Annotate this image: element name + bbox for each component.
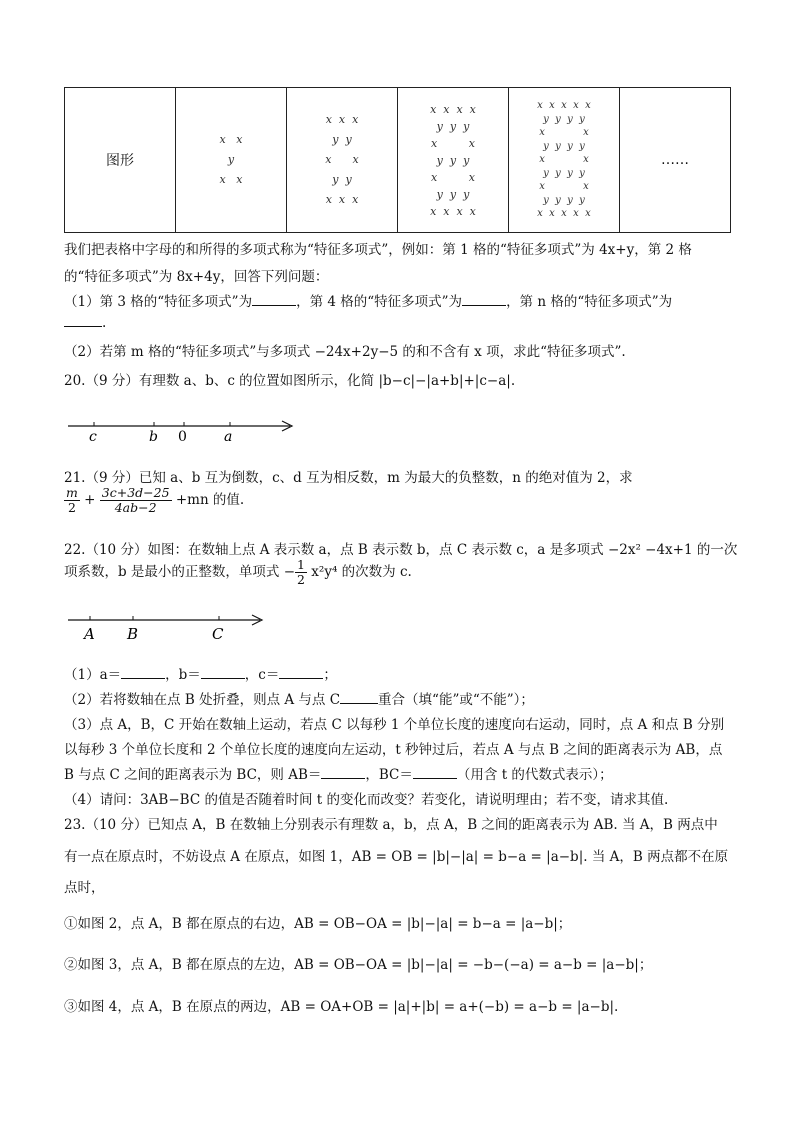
pattern-2 — [287, 110, 397, 210]
answer-blank[interactable] — [201, 666, 245, 679]
q19-part1 — [64, 290, 672, 310]
pattern-row: x x x x — [430, 204, 476, 218]
pattern-row: x x x — [325, 193, 359, 206]
pattern-row: y — [220, 153, 242, 166]
q19-p1b: ，第 4 格的“特征多项式”为 — [296, 294, 463, 310]
q20-number-line — [64, 410, 304, 446]
answer-blank[interactable] — [252, 293, 296, 306]
pattern-row: y y y y — [536, 113, 592, 125]
pattern-row: x x — [325, 153, 359, 166]
fraction-half — [295, 558, 307, 587]
numerator: 1 — [297, 557, 305, 572]
q19-intro-line1: 我们把表格中字母的和所得的多项式称为“特征多项式”，例如：第 1 格的“特征多项式”为 4x+y，第 2 格 — [64, 242, 692, 258]
pattern-row: x x — [219, 133, 243, 146]
pattern-row: y y y — [429, 153, 477, 167]
q22-line2-tail: x²y⁴ 的次数为 c. — [311, 563, 412, 580]
pattern-row: x x — [539, 154, 589, 166]
q23-line3: 点时， — [64, 880, 105, 896]
label-A: A — [84, 625, 95, 643]
pattern-row: x x — [431, 136, 475, 150]
pattern-row: y y — [325, 173, 359, 186]
table-label: 图形 — [106, 153, 134, 169]
q19-part1-cont — [64, 314, 106, 331]
q22-line1: 22.（10 分）如图：在数轴上点 A 表示数 a，点 B 表示数 b，点 C 表示数 c，a 是多项式 −2x² −4x+1 的一次 — [64, 542, 738, 558]
pattern-row: x x — [539, 127, 589, 139]
table-label-cell — [65, 88, 176, 233]
pattern-1 — [176, 130, 286, 190]
q23-case1: ①如图 2，点 A，B 都在原点的右边，AB = OB−OA = |b|−|a| = b−a = |a−b|； — [64, 916, 572, 932]
pattern-4 — [509, 99, 619, 221]
minus-sign: − — [283, 563, 296, 580]
answer-blank[interactable] — [340, 691, 378, 704]
pattern-row: y y y y — [536, 167, 592, 179]
q23-line1: 23.（10 分）已知点 A，B 在数轴上分别表示有理数 a，b，点 A，B 之间的距离表示为 AB. 当 A，B 两点中 — [64, 817, 718, 833]
q22-number-line — [64, 606, 274, 646]
answer-blank[interactable] — [462, 293, 506, 306]
denominator: 2 — [67, 499, 76, 515]
q21-line1: 21.（9 分）已知 a、b 互为倒数，c、d 互为相反数，m 为最大的负整数，n 的绝对值为 2，求 — [64, 470, 633, 486]
pattern-row: y y y y — [536, 140, 592, 152]
answer-blank[interactable] — [413, 766, 457, 779]
denominator: 2 — [297, 571, 305, 587]
q22-p1a: （1）a＝ — [64, 667, 122, 683]
q22-p2a: （2）若将数轴在点 B 处折叠，则点 A 与点 C — [64, 692, 341, 708]
answer-blank[interactable] — [321, 766, 365, 779]
q22-line2 — [64, 558, 412, 587]
pattern-row: x x x x x — [537, 208, 591, 220]
pattern-3 — [398, 101, 508, 220]
pattern-row: x x — [539, 181, 589, 193]
q19-part2: （2）若第 m 格的“特征多项式”与多项式 −24x+2y−5 的和不含有 x 项，求此“特征多项式”. — [64, 344, 626, 360]
q23-line2: 有一点在原点时，不妨设点 A 在原点，如图 1，AB = OB = |b|−|a| = b−a = |a−b|. 当 A，B 两点都不在原 — [64, 849, 729, 865]
label-a: a — [224, 429, 233, 445]
label-b: b — [149, 429, 158, 445]
q22-part3-line2: 以每秒 3 个单位长度和 2 个单位长度的速度向左运动，t 秒钟过后，若点 A 与点 B 之间的距离表示为 AB，点 — [64, 742, 723, 758]
answer-blank[interactable] — [64, 314, 102, 327]
q19-p1c: ，第 n 格的“特征多项式”为 — [506, 294, 673, 310]
q22-p1d: ； — [323, 667, 337, 683]
pattern-row: y y y y — [536, 194, 592, 206]
q22-part2 — [64, 688, 534, 708]
label-B: B — [127, 625, 139, 643]
q22-p3l3a: B 与点 C 之间的距离表示为 BC，则 AB＝ — [64, 767, 322, 783]
q22-p3l3b: ，BC＝ — [365, 767, 413, 783]
q21-tail: +mn 的值. — [175, 491, 245, 508]
q22-part4: （4）请问：3AB−BC 的值是否随着时间 t 的变化而改变？若变化，请说明理由；若不变，请求其值. — [64, 792, 669, 808]
fraction-m-over-2 — [64, 486, 80, 515]
q22-line2-text: 项系数，b 是最小的正整数，单项式 — [64, 563, 280, 580]
fraction-expression — [100, 486, 172, 515]
q22-part3-line1: （3）点 A，B，C 开始在数轴上运动，若点 C 以每秒 1 个单位长度的速度向右运动，同时，点 A 和点 B 分别 — [64, 717, 725, 733]
q22-p1c: ，c＝ — [244, 667, 280, 683]
pattern-row: y y y — [429, 119, 477, 133]
pattern-row: x x x x — [430, 102, 476, 116]
label-C: C — [212, 625, 224, 643]
pattern-cell-3 — [398, 88, 509, 233]
q22-part1 — [64, 663, 337, 683]
label-c: c — [89, 429, 97, 445]
pattern-cell-2 — [287, 88, 398, 233]
q19-p1a: （1）第 3 格的“特征多项式”为 — [64, 294, 253, 310]
pattern-row: x x x x x — [537, 100, 591, 112]
q22-p1b: ，b＝ — [165, 667, 201, 683]
ellipsis: …… — [661, 152, 689, 168]
pattern-row: x x — [219, 173, 243, 186]
q19-p1d: . — [102, 315, 107, 331]
pattern-row: x x x — [325, 113, 359, 126]
pattern-cell-1 — [176, 88, 287, 233]
answer-blank[interactable] — [279, 666, 323, 679]
pattern-row: y y y — [429, 187, 477, 201]
numerator: m — [66, 485, 78, 500]
pattern-cell-4 — [509, 88, 620, 233]
q23-case3: ③如图 4，点 A，B 在原点的两边，AB = OA+OB = |a|+|b| = a+(−b) = a−b = |a−b|. — [64, 999, 619, 1015]
numerator: 3c+3d−25 — [101, 485, 170, 500]
q23-case2: ②如图 3，点 A，B 都在原点的左边，AB = OB−OA = |b|−|a| = −b−(−a) = a−b = |a−b|； — [64, 957, 653, 973]
label-0: 0 — [178, 429, 187, 445]
q20-text: 20.（9 分）有理数 a、b、c 的位置如图所示，化简 |b−c|−|a+b|+|c−a|. — [64, 373, 516, 389]
pattern-row: x x — [431, 170, 475, 184]
pattern-row: y y — [325, 133, 359, 146]
q22-p3l3c: （用含 t 的代数式表示）； — [456, 767, 613, 783]
q22-p2b: 重合（填“能”或“不能”）； — [378, 692, 534, 708]
q21-expression — [64, 486, 244, 515]
answer-blank[interactable] — [121, 666, 165, 679]
q19-intro-line2: 的“特征多项式”为 8x+4y，回答下列问题： — [64, 269, 329, 285]
plus-sign: + — [84, 491, 96, 508]
denominator: 4ab−2 — [114, 499, 157, 515]
q22-part3-line3 — [64, 763, 613, 783]
pattern-table — [64, 87, 731, 233]
ellipsis-cell — [620, 88, 731, 233]
